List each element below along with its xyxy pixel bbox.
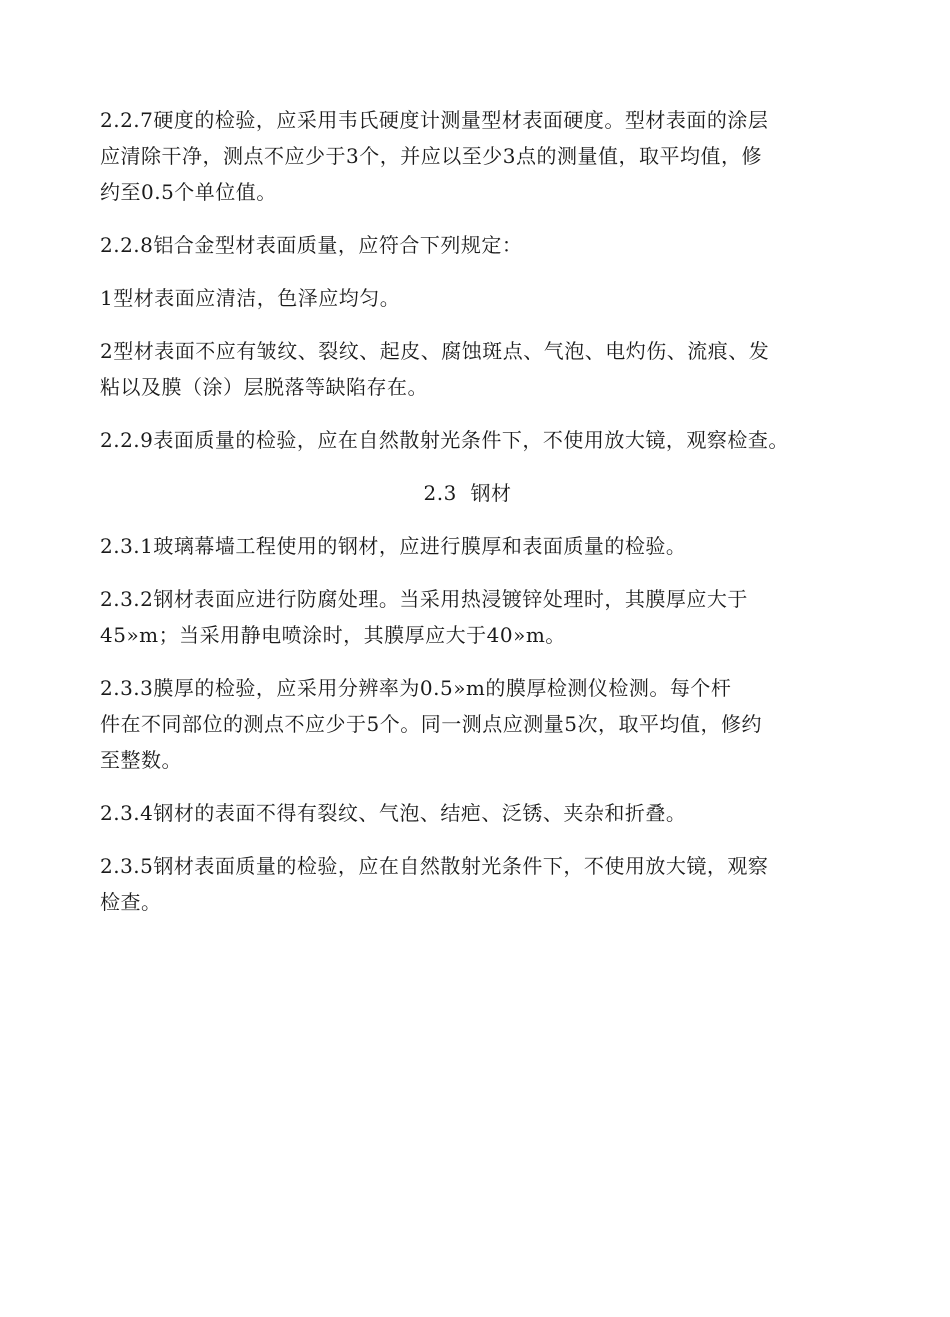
- text-line: 2.2.8铝合金型材表面质量，应符合下列规定：: [100, 233, 523, 257]
- clause-2-2-9: [100, 422, 835, 458]
- text-line: 2.3.1玻璃幕墙工程使用的钢材，应进行膜厚和表面质量的检验。: [100, 534, 687, 558]
- clause-2-3-3: [100, 670, 835, 778]
- text-line: 约至0.5个单位值。: [100, 180, 277, 204]
- text-line: 2.3.4钢材的表面不得有裂纹、气泡、结疤、泛锈、夹杂和折叠。: [100, 801, 687, 825]
- text-line: 件在不同部位的测点不应少于5个。同一测点应测量5次，取平均值，修约: [100, 712, 762, 736]
- clause-2-3-2: [100, 581, 835, 653]
- clause-2-2-8-item-2: [100, 333, 835, 405]
- text-line: 2.3.3膜厚的检验，应采用分辨率为0.5»m的膜厚检测仪检测。每个杆: [100, 676, 732, 700]
- document-page: [100, 102, 835, 937]
- clause-2-2-8-item-1: [100, 280, 835, 316]
- text-line: 2.3.2钢材表面应进行防腐处理。当采用热浸镀锌处理时，其膜厚应大于: [100, 587, 748, 611]
- clause-2-3-5: [100, 848, 835, 920]
- text-line: 2.3.5钢材表面质量的检验，应在自然散射光条件下，不使用放大镜，观察: [100, 854, 769, 878]
- text-line: 1型材表面应清洁，色泽应均匀。: [100, 286, 401, 310]
- clause-2-3-1: [100, 528, 835, 564]
- text-line: 应清除干净，测点不应少于3个，并应以至少3点的测量值，取平均值，修: [100, 144, 762, 168]
- text-line: 粘以及膜（涂）层脱落等缺陷存在。: [100, 375, 428, 399]
- text-line: 45»m；当采用静电喷涂时，其膜厚应大于40»m。: [100, 623, 566, 647]
- clause-2-3-4: [100, 795, 835, 831]
- clause-2-2-8: [100, 227, 835, 263]
- text-line: 2型材表面不应有皱纹、裂纹、起皮、腐蚀斑点、气泡、电灼伤、流痕、发: [100, 339, 770, 363]
- text-line: 至整数。: [100, 748, 182, 772]
- text-line: 2.2.7硬度的检验，应采用韦氏硬度计测量型材表面硬度。型材表面的涂层: [100, 108, 769, 132]
- text-line: 检查。: [100, 890, 162, 914]
- section-heading-2-3: [100, 475, 835, 511]
- text-line: 2.2.9表面质量的检验，应在自然散射光条件下，不使用放大镜，观察检查。: [100, 428, 789, 452]
- heading-text: 2.3 钢材: [423, 481, 512, 505]
- clause-2-2-7: [100, 102, 835, 210]
